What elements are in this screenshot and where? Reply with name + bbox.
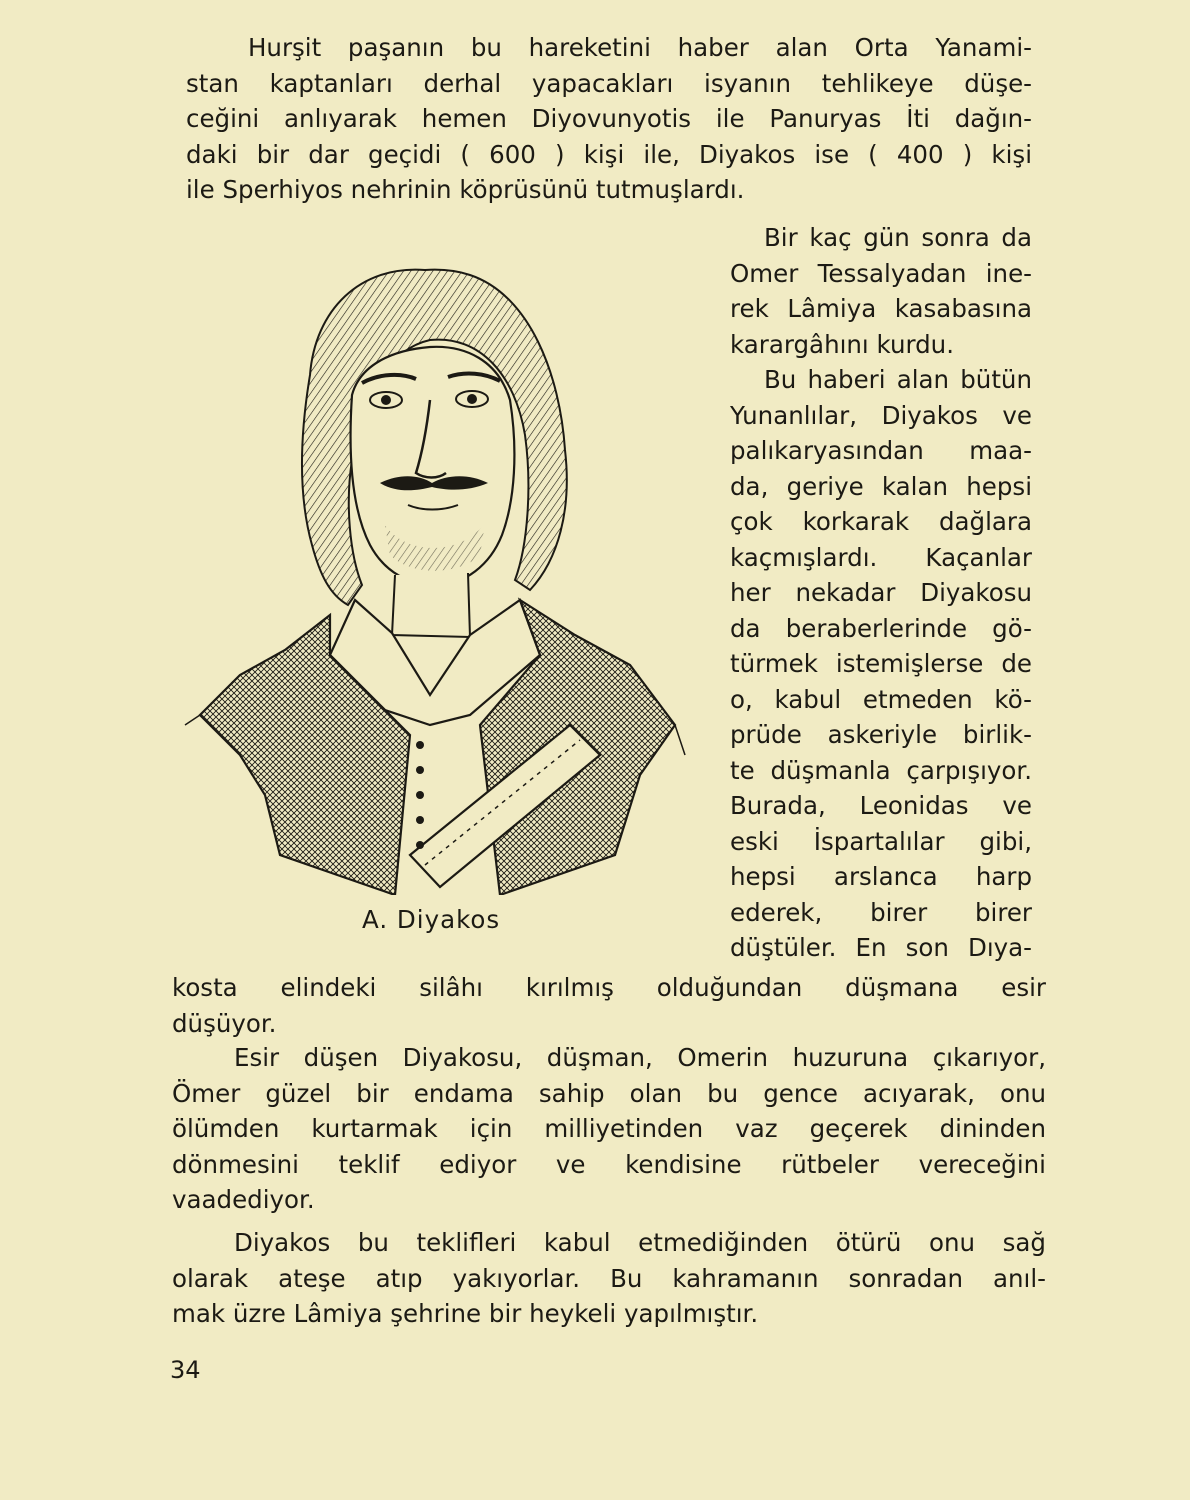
text-line: o, kabul etmeden kö-	[730, 684, 1032, 714]
text-line: daki bir dar geçidi ( 600 ) kişi ile, Diyakos ise ( 400 ) kişi	[186, 139, 1032, 169]
text-line: te düşmanla çarpışıyor.	[730, 755, 1032, 785]
text-line: vaadediyor.	[172, 1185, 315, 1214]
text-line: Esir düşen Diyakosu, düşman, Omerin huzuruna çıkarıyor,	[234, 1043, 1046, 1072]
text-line: kaçmışlardı. Kaçanlar	[730, 542, 1032, 572]
text-line: ölümden kurtarmak için milliyetinden vaz geçerek dininden	[172, 1114, 1046, 1143]
figure-caption: A. Diyakos	[362, 905, 501, 934]
text-line: da beraberlerinde gö-	[730, 613, 1032, 643]
text-line: rek Lâmiya kasabasına	[730, 294, 1032, 323]
portrait-engraving	[180, 255, 690, 895]
neck	[392, 573, 470, 637]
text-line: düştüler. En son Dıya-	[730, 933, 1032, 962]
text-line: dönmesini teklif ediyor ve kendisine rütbeler vereceğini	[172, 1149, 1046, 1179]
vest-buttons	[416, 741, 424, 849]
text-line: eski İspartalılar gibi,	[730, 826, 1032, 856]
text-line: türmek istemişlerse de	[730, 649, 1032, 678]
paragraph-1	[186, 30, 1032, 208]
text-line: Hurşit paşanın bu hareketini haber alan Orta Yanami-	[248, 33, 1032, 62]
text-line: mak üzre Lâmiya şehrine bir heykeli yapılmıştır.	[172, 1299, 759, 1328]
text-line: kosta elindeki silâhı kırılmış olduğundan düşmana esir	[172, 973, 1046, 1002]
text-line: Yunanlılar, Diyakos ve	[730, 400, 1032, 430]
text-line: Ömer güzel bir endama sahip olan bu gence acıyarak, onu	[172, 1078, 1046, 1108]
text-line: palıkaryasından maa-	[730, 436, 1032, 465]
text-line: karargâhını kurdu.	[730, 329, 954, 359]
text-line: her nekadar Diyakosu	[730, 578, 1032, 607]
text-line: Bir kaç gün sonra da	[764, 223, 1032, 252]
text-line: hepsi arslanca harp	[730, 862, 1032, 891]
text-line: düşüyor.	[172, 1008, 277, 1038]
right-pupil	[467, 394, 477, 404]
text-line: ederek, birer birer	[730, 897, 1032, 927]
text-line: ile Sperhiyos nehrinin köprüsünü tutmuşlardı.	[186, 175, 745, 204]
left-pupil	[381, 395, 391, 405]
paragraph-2-3-column	[730, 220, 1032, 966]
paragraph-3-tail	[172, 970, 1046, 1041]
text-line: Bu haberi alan bütün	[764, 365, 1032, 394]
text-line: ceğini anlıyarak hemen Diyovunyotis ile Panuryas İti dağın-	[186, 104, 1032, 133]
paragraph-5	[172, 1225, 1046, 1332]
text-line: da, geriye kalan hepsi	[730, 471, 1032, 501]
page-number: 34	[170, 1356, 201, 1384]
text-line: çok korkarak dağlara	[730, 507, 1032, 536]
text-line: Burada, Leonidas ve	[730, 791, 1032, 820]
text-line: olarak ateşe atıp yakıyorlar. Bu kahramanın sonradan anıl-	[172, 1263, 1046, 1293]
text-line: prüde askeriyle birlik-	[730, 720, 1032, 749]
text-line: Omer Tessalyadan ine-	[730, 258, 1032, 288]
text-line: Diyakos bu teklifleri kabul etmediğinden ötürü onu sağ	[234, 1228, 1046, 1257]
text-line: stan kaptanları derhal yapacakları isyanın tehlikeye düşe-	[186, 68, 1032, 98]
paragraph-4	[172, 1040, 1046, 1218]
